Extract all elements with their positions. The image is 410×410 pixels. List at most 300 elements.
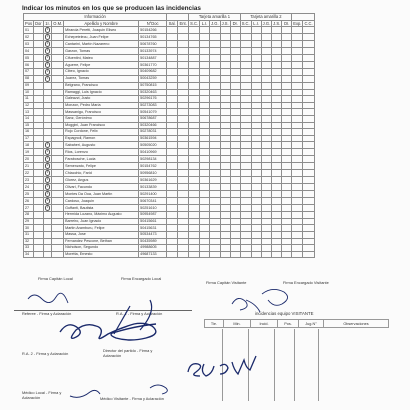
first-xv-cell (43, 27, 52, 34)
empty-cell (282, 232, 292, 239)
empty-cell (200, 48, 210, 55)
empty-cell (292, 55, 303, 62)
empty-cell (261, 109, 272, 116)
empty-cell (220, 69, 230, 76)
player-name-cell: Echepetelecu, Juan Felipe (64, 34, 139, 41)
empty-cell (200, 109, 210, 116)
empty-cell (34, 205, 44, 212)
empty-cell (200, 62, 210, 69)
empty-cell (240, 198, 251, 205)
empty-cell (282, 55, 292, 62)
empty-cell (251, 191, 261, 198)
empty-cell (282, 238, 292, 245)
empty-cell (52, 205, 64, 212)
circled-number-icon: 1 (45, 198, 51, 204)
empty-cell (230, 96, 240, 103)
director-label: Director del partido - Firma y Aclaración (103, 348, 153, 358)
first-xv-cell (43, 149, 52, 156)
empty-cell (52, 122, 64, 129)
empty-cell (189, 156, 200, 163)
empty-cell (282, 149, 292, 156)
empty-cell (303, 129, 314, 136)
empty-cell (303, 232, 314, 239)
circled-number-icon: 1 (45, 55, 51, 61)
first-xv-cell (43, 109, 52, 116)
players-table (23, 13, 315, 258)
position-cell: 17 (24, 135, 34, 142)
first-xv-cell (43, 55, 52, 62)
empty-cell (189, 198, 200, 205)
empty-cell (167, 55, 178, 62)
position-cell: 23 (24, 177, 34, 184)
empty-cell (167, 232, 178, 239)
table-row (24, 41, 315, 48)
empty-cell (210, 62, 221, 69)
empty-cell (178, 251, 189, 258)
empty-cell (251, 142, 261, 149)
empty-cell (200, 89, 210, 96)
empty-cell (34, 218, 44, 225)
empty-cell (200, 177, 210, 184)
empty-cell (261, 89, 272, 96)
incidencias-column-header: Observaciones (324, 320, 389, 328)
empty-cell (230, 62, 240, 69)
empty-cell (272, 76, 282, 83)
empty-cell (272, 34, 282, 41)
empty-cell (210, 218, 221, 225)
circled-number-icon: 1 (45, 142, 51, 148)
empty-cell (303, 218, 314, 225)
empty-cell (178, 163, 189, 170)
empty-cell (200, 184, 210, 191)
first-xv-cell (43, 245, 52, 252)
player-name-cell: Aguerre, Felipe (64, 62, 139, 69)
column-header: S.C. (241, 20, 250, 26)
empty-cell (303, 170, 314, 177)
empty-cell (230, 163, 240, 170)
empty-cell (230, 218, 240, 225)
position-cell: 25 (24, 191, 34, 198)
empty-cell (292, 109, 303, 116)
empty-cell (189, 225, 200, 232)
empty-cell (167, 156, 178, 163)
empty-cell (167, 170, 178, 177)
empty-cell (251, 122, 261, 129)
incidencias-header-row (205, 320, 389, 328)
table-row (24, 116, 315, 123)
empty-cell (261, 142, 272, 149)
empty-cell (292, 218, 303, 225)
empty-cell (200, 212, 210, 219)
empty-cell (240, 251, 251, 258)
empty-cell (282, 96, 292, 103)
empty-cell (178, 198, 189, 205)
empty-cell (34, 48, 44, 55)
table-row (24, 122, 315, 129)
empty-cell (261, 156, 272, 163)
empty-cell (303, 109, 314, 116)
empty-cell (261, 122, 272, 129)
empty-cell (52, 27, 64, 34)
document-number-cell: 49988605 (139, 245, 167, 252)
position-cell: 04 (24, 48, 34, 55)
circled-number-icon: 1 (45, 34, 51, 40)
empty-cell (189, 170, 200, 177)
empty-cell (240, 129, 251, 136)
first-xv-cell (43, 122, 52, 129)
empty-cell (240, 34, 251, 41)
empty-cell (261, 191, 272, 198)
empty-cell (34, 135, 44, 142)
empty-cell (251, 129, 261, 136)
empty-cell (282, 34, 292, 41)
empty-cell (292, 89, 303, 96)
table-row (24, 109, 315, 116)
table-row (24, 96, 315, 103)
empty-cell (272, 156, 282, 163)
document-number-cell: 50361770 (139, 62, 167, 69)
document-number-cell: 50154266 (139, 27, 167, 34)
empty-cell (167, 129, 178, 136)
column-header: N°Doc (139, 20, 167, 27)
empty-cell (167, 116, 178, 123)
document-number-cell: 50678760 (139, 41, 167, 48)
empty-cell (230, 184, 240, 191)
position-cell: 07 (24, 69, 34, 76)
empty-cell (220, 142, 230, 149)
empty-cell (220, 205, 230, 212)
empty-cell (272, 163, 282, 170)
empty-cell (178, 27, 189, 34)
empty-cell (189, 218, 200, 225)
empty-cell (200, 69, 210, 76)
empty-cell (292, 163, 303, 170)
first-xv-cell (43, 238, 52, 245)
empty-cell (261, 212, 272, 219)
empty-cell (220, 27, 230, 34)
empty-cell (292, 170, 303, 177)
first-xv-cell (43, 89, 52, 96)
empty-cell (303, 55, 314, 62)
document-number-cell: 50291400 (139, 191, 167, 198)
empty-cell (272, 122, 282, 129)
first-xv-cell (43, 191, 52, 198)
empty-cell (52, 163, 64, 170)
column-header: Apellido y Nombre (64, 20, 139, 27)
empty-cell (303, 212, 314, 219)
circled-number-icon: 1 (45, 184, 51, 190)
empty-cell (272, 129, 282, 136)
table-row (24, 69, 315, 76)
empty-cell (292, 191, 303, 198)
empty-cell (251, 48, 261, 55)
empty-cell (292, 142, 303, 149)
empty-cell (230, 156, 240, 163)
tarjeta-amarilla-2-header: Tarjeta amarilla 2 (240, 14, 292, 21)
empty-cell (303, 163, 314, 170)
first-xv-cell (43, 116, 52, 123)
empty-cell (167, 69, 178, 76)
empty-cell (230, 149, 240, 156)
empty-cell (178, 149, 189, 156)
empty-cell (167, 122, 178, 129)
empty-cell (251, 232, 261, 239)
empty-cell (34, 122, 44, 129)
incidencias-table (204, 319, 389, 328)
empty-cell (52, 55, 64, 62)
empty-cell (200, 129, 210, 136)
empty-cell (272, 205, 282, 212)
empty-cell (220, 129, 230, 136)
empty-cell (240, 89, 251, 96)
position-cell: 31 (24, 232, 34, 239)
player-name-cell: Massanigu, Francisco (64, 109, 139, 116)
empty-cell (178, 48, 189, 55)
empty-cell (261, 163, 272, 170)
circled-number-icon: 1 (45, 156, 51, 162)
empty-cell (261, 27, 272, 34)
incidencias-title: incidencias equipo VISITANTE (255, 311, 314, 316)
empty-cell (52, 96, 64, 103)
empty-cell (167, 205, 178, 212)
empty-cell (292, 251, 303, 258)
column-header: O.M. (53, 20, 63, 26)
empty-cell (292, 135, 303, 142)
empty-cell (272, 218, 282, 225)
empty-cell (34, 129, 44, 136)
first-xv-cell (43, 102, 52, 109)
player-name-cell: Montes Da Ooa, Juan Martin (64, 191, 139, 198)
empty-cell (240, 62, 251, 69)
table-row (24, 191, 315, 198)
empty-cell (220, 55, 230, 62)
table-row (24, 251, 315, 258)
empty-cell (52, 232, 64, 239)
empty-cell (178, 135, 189, 142)
empty-cell (178, 116, 189, 123)
empty-cell (220, 62, 230, 69)
empty-cell (210, 251, 221, 258)
position-cell: 05 (24, 55, 34, 62)
empty-cell (178, 129, 189, 136)
empty-cell (282, 102, 292, 109)
empty-cell (34, 225, 44, 232)
empty-cell (230, 109, 240, 116)
player-name-cell: Chiacchio, Farid (64, 170, 139, 177)
empty-cell (282, 122, 292, 129)
empty-cell (200, 27, 210, 34)
empty-cell (200, 142, 210, 149)
document-number-cell: 50415661 (139, 218, 167, 225)
empty-cell (52, 251, 64, 258)
circled-number-icon: 1 (45, 62, 51, 68)
empty-cell (52, 135, 64, 142)
first-xv-cell (43, 96, 52, 103)
empty-cell (251, 116, 261, 123)
document-number-cell: 50534473 (139, 232, 167, 239)
table-row (24, 205, 315, 212)
empty-cell (167, 149, 178, 156)
empty-cell (210, 184, 221, 191)
empty-cell (178, 225, 189, 232)
first-xv-cell (43, 170, 52, 177)
empty-cell (303, 76, 314, 83)
empty-cell (230, 232, 240, 239)
empty-cell (261, 48, 272, 55)
table-row (24, 142, 315, 149)
document-number-cell: 50415631 (139, 225, 167, 232)
column-header: Exp. (293, 20, 302, 26)
first-xv-cell (43, 83, 52, 90)
circled-number-icon: 1 (45, 170, 51, 176)
column-header: 1I. (43, 20, 52, 27)
empty-cell (52, 184, 64, 191)
player-name-cell: Espagnoli, Ramon (64, 135, 139, 142)
first-xv-cell (43, 41, 52, 48)
empty-cell (52, 48, 64, 55)
empty-cell (210, 116, 221, 123)
empty-cell (167, 109, 178, 116)
empty-cell (200, 102, 210, 109)
column-header: DI. (282, 20, 292, 27)
first-xv-cell (43, 212, 52, 219)
first-xv-cell (43, 205, 52, 212)
empty-cell (220, 191, 230, 198)
empty-cell (210, 122, 221, 129)
empty-cell (189, 48, 200, 55)
empty-cell (303, 156, 314, 163)
empty-cell (189, 76, 200, 83)
empty-cell (34, 177, 44, 184)
empty-cell (272, 41, 282, 48)
empty-cell (251, 163, 261, 170)
table-row (24, 177, 315, 184)
empty-cell (292, 69, 303, 76)
empty-cell (230, 41, 240, 48)
empty-cell (178, 205, 189, 212)
empty-cell (220, 232, 230, 239)
empty-cell (240, 156, 251, 163)
empty-cell (261, 76, 272, 83)
empty-cell (178, 76, 189, 83)
position-cell: 24 (24, 184, 34, 191)
empty-cell (34, 27, 44, 34)
empty-cell (303, 177, 314, 184)
empty-cell (210, 177, 221, 184)
empty-cell (52, 41, 64, 48)
player-name-cell: Moggini, Juan Francisco (64, 122, 139, 129)
empty-cell (230, 212, 240, 219)
empty-cell (240, 41, 251, 48)
empty-cell (189, 232, 200, 239)
document-number-cell: 50154762 (139, 163, 167, 170)
empty-cell (167, 76, 178, 83)
column-header: Dor (35, 20, 42, 26)
empty-cell (220, 149, 230, 156)
empty-cell (210, 212, 221, 219)
empty-cell (34, 34, 44, 41)
referee-label: Referee - Firma y Aclaración (22, 311, 72, 316)
first-xv-cell (43, 198, 52, 205)
firma-encargado-local-label: Firma Encargado Local (121, 276, 162, 281)
empty-cell (167, 177, 178, 184)
empty-cell (261, 135, 272, 142)
player-name-cell: Barreiro, Juan Ignacio (64, 218, 139, 225)
empty-cell (303, 251, 314, 258)
empty-cell (251, 184, 261, 191)
empty-cell (251, 225, 261, 232)
empty-cell (240, 55, 251, 62)
empty-cell (200, 205, 210, 212)
empty-cell (303, 102, 314, 109)
empty-cell (292, 149, 303, 156)
empty-cell (292, 83, 303, 90)
empty-cell (200, 238, 210, 245)
position-cell: 14 (24, 116, 34, 123)
table-row (24, 83, 315, 90)
circled-number-icon: 1 (45, 76, 51, 82)
column-header: L.I. (200, 20, 210, 27)
empty-cell (34, 41, 44, 48)
empty-cell (292, 129, 303, 136)
empty-cell (292, 116, 303, 123)
position-cell: 22 (24, 170, 34, 177)
empty-cell (167, 191, 178, 198)
position-cell: 10 (24, 89, 34, 96)
empty-cell (303, 198, 314, 205)
expulsion-header-blank (292, 14, 314, 21)
empty-cell (34, 109, 44, 116)
empty-cell (200, 55, 210, 62)
info-header: Información (24, 14, 167, 21)
empty-cell (282, 184, 292, 191)
empty-cell (240, 122, 251, 129)
document-number-cell: 49687133 (139, 251, 167, 258)
empty-cell (282, 170, 292, 177)
empty-cell (210, 129, 221, 136)
empty-cell (220, 116, 230, 123)
empty-cell (220, 102, 230, 109)
empty-cell (292, 245, 303, 252)
empty-cell (200, 218, 210, 225)
empty-cell (303, 69, 314, 76)
empty-cell (303, 149, 314, 156)
signature-capitan-local (28, 293, 68, 303)
empty-cell (52, 116, 64, 123)
empty-cell (240, 96, 251, 103)
ra2-label: R.A. 2 - Firma y Aclaración (22, 351, 69, 356)
empty-cell (292, 238, 303, 245)
empty-cell (240, 184, 251, 191)
signature-ra1 (114, 300, 152, 334)
empty-cell (240, 205, 251, 212)
document-number-cell: 50956810 (139, 170, 167, 177)
empty-cell (261, 129, 272, 136)
empty-cell (220, 135, 230, 142)
table-row (24, 238, 315, 245)
first-xv-cell (43, 48, 52, 55)
player-name-cell: Rios, Lorenzo (64, 149, 139, 156)
empty-cell (34, 156, 44, 163)
empty-cell (220, 83, 230, 90)
empty-cell (189, 212, 200, 219)
empty-cell (52, 149, 64, 156)
first-xv-cell (43, 34, 52, 41)
empty-cell (189, 184, 200, 191)
empty-cell (200, 156, 210, 163)
empty-cell (292, 212, 303, 219)
empty-cell (272, 55, 282, 62)
